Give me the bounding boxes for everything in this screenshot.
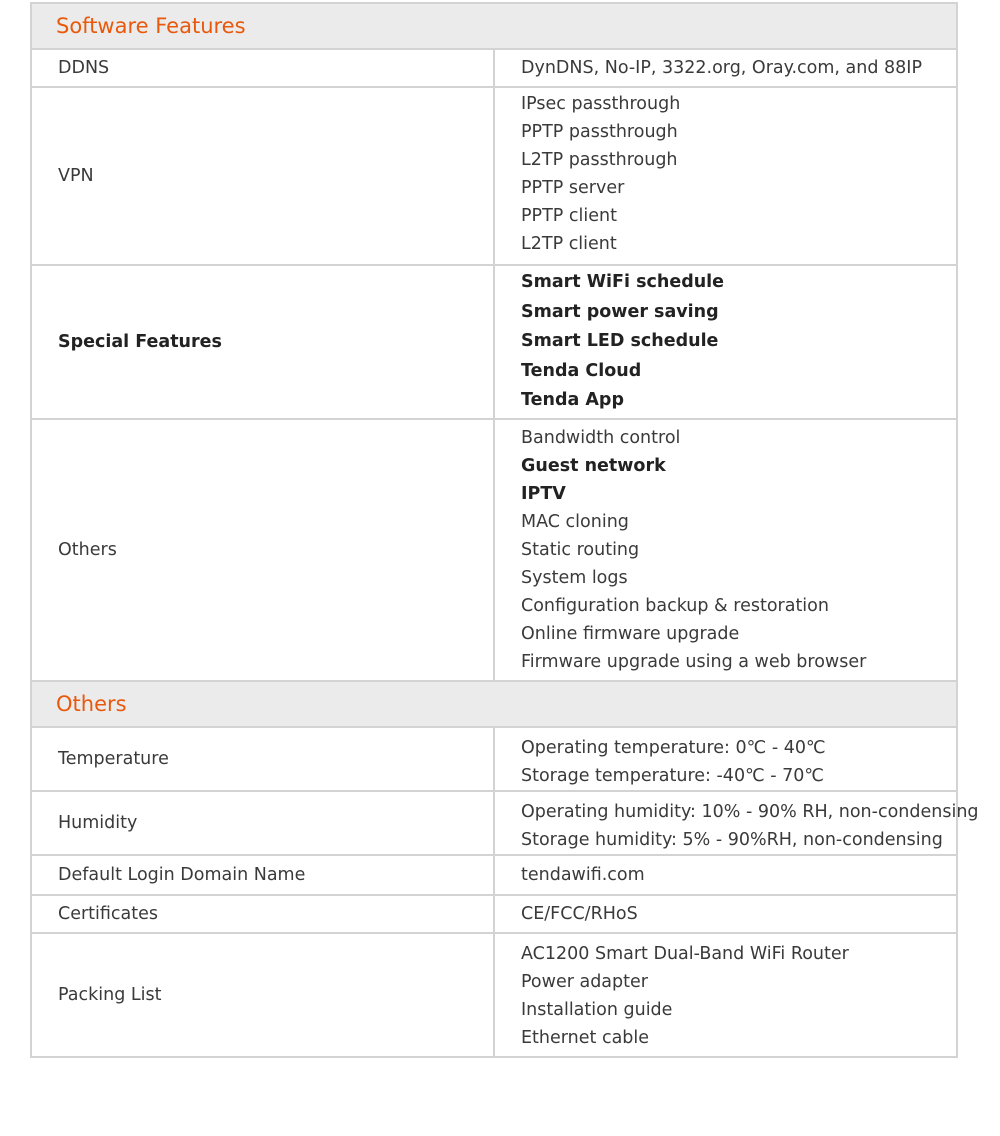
list-item: Online firmware upgrade — [521, 623, 740, 644]
section-header-row — [31, 3, 957, 49]
list-item: Tenda Cloud — [521, 360, 642, 381]
table-row — [31, 855, 957, 895]
list-item: Power adapter — [521, 971, 648, 992]
row-label-packing-list: Packing List — [31, 933, 494, 1057]
list-item: Ethernet cable — [521, 1027, 650, 1048]
table-row — [31, 265, 957, 419]
section-title-others: Others — [31, 681, 957, 727]
list-item: IPTV — [521, 483, 566, 504]
row-value-packing-list — [494, 933, 957, 1057]
list-item: Guest network — [521, 455, 666, 476]
list-item: Smart LED schedule — [521, 331, 719, 351]
list-item: MAC cloning — [521, 511, 629, 532]
row-label-others: Others — [31, 419, 494, 681]
list-item: Smart power saving — [521, 301, 719, 322]
list-item: Installation guide — [521, 999, 673, 1020]
list-item: AC1200 Smart Dual-Band WiFi Router — [521, 943, 849, 964]
list-item: PPTP passthrough — [521, 122, 678, 142]
list-item: PPTP client — [521, 206, 617, 226]
list-item: Configuration backup & restoration — [521, 595, 829, 616]
row-label-vpn: VPN — [31, 87, 494, 265]
row-label-special-features: Special Features — [31, 265, 494, 419]
row-value-certificates: CE/FCC/RHoS — [494, 895, 957, 933]
table-row — [31, 791, 957, 855]
list-item: Tenda App — [521, 390, 624, 410]
table-row — [31, 895, 957, 933]
list-item: Operating temperature: 0℃ - 40℃ — [521, 737, 826, 758]
section-title-software: Software Features — [31, 3, 957, 49]
table-row — [31, 87, 957, 265]
row-value-vpn — [494, 87, 957, 265]
table-row — [31, 49, 957, 87]
list-item: Bandwidth control — [521, 427, 681, 448]
list-item: Static routing — [521, 539, 640, 560]
row-label-certificates: Certificates — [31, 895, 494, 933]
list-item: Storage temperature: -40℃ - 70℃ — [521, 765, 825, 786]
list-item: PPTP server — [521, 178, 625, 198]
spec-table — [30, 2, 979, 1058]
list-item: Storage humidity: 5% - 90%RH, non-condensing — [521, 829, 943, 850]
list-item: System logs — [521, 567, 628, 588]
row-value-login-domain: tendawifi.com — [494, 855, 957, 895]
section-header-row — [31, 681, 957, 727]
list-item: L2TP passthrough — [521, 150, 678, 170]
row-label-temperature: Temperature — [31, 727, 494, 791]
list-item: L2TP client — [521, 234, 617, 254]
list-item: Smart WiFi schedule — [521, 272, 725, 292]
table-row — [31, 933, 957, 1057]
list-item: Operating humidity: 10% - 90% RH, non-condensing — [521, 801, 979, 822]
row-label-humidity: Humidity — [31, 791, 494, 855]
row-label-ddns: DDNS — [31, 49, 494, 87]
spec-sheet — [30, 2, 979, 1058]
row-value-temperature — [494, 727, 957, 791]
list-item: IPsec passthrough — [521, 94, 681, 114]
row-label-login-domain: Default Login Domain Name — [31, 855, 494, 895]
table-row — [31, 419, 957, 681]
table-row — [31, 727, 957, 791]
row-value-others — [494, 419, 957, 681]
row-value-ddns: DynDNS, No-IP, 3322.org, Oray.com, and 88IP — [494, 49, 957, 87]
list-item: Firmware upgrade using a web browser — [521, 651, 867, 672]
row-value-special-features — [494, 265, 957, 419]
row-value-humidity — [494, 791, 979, 855]
